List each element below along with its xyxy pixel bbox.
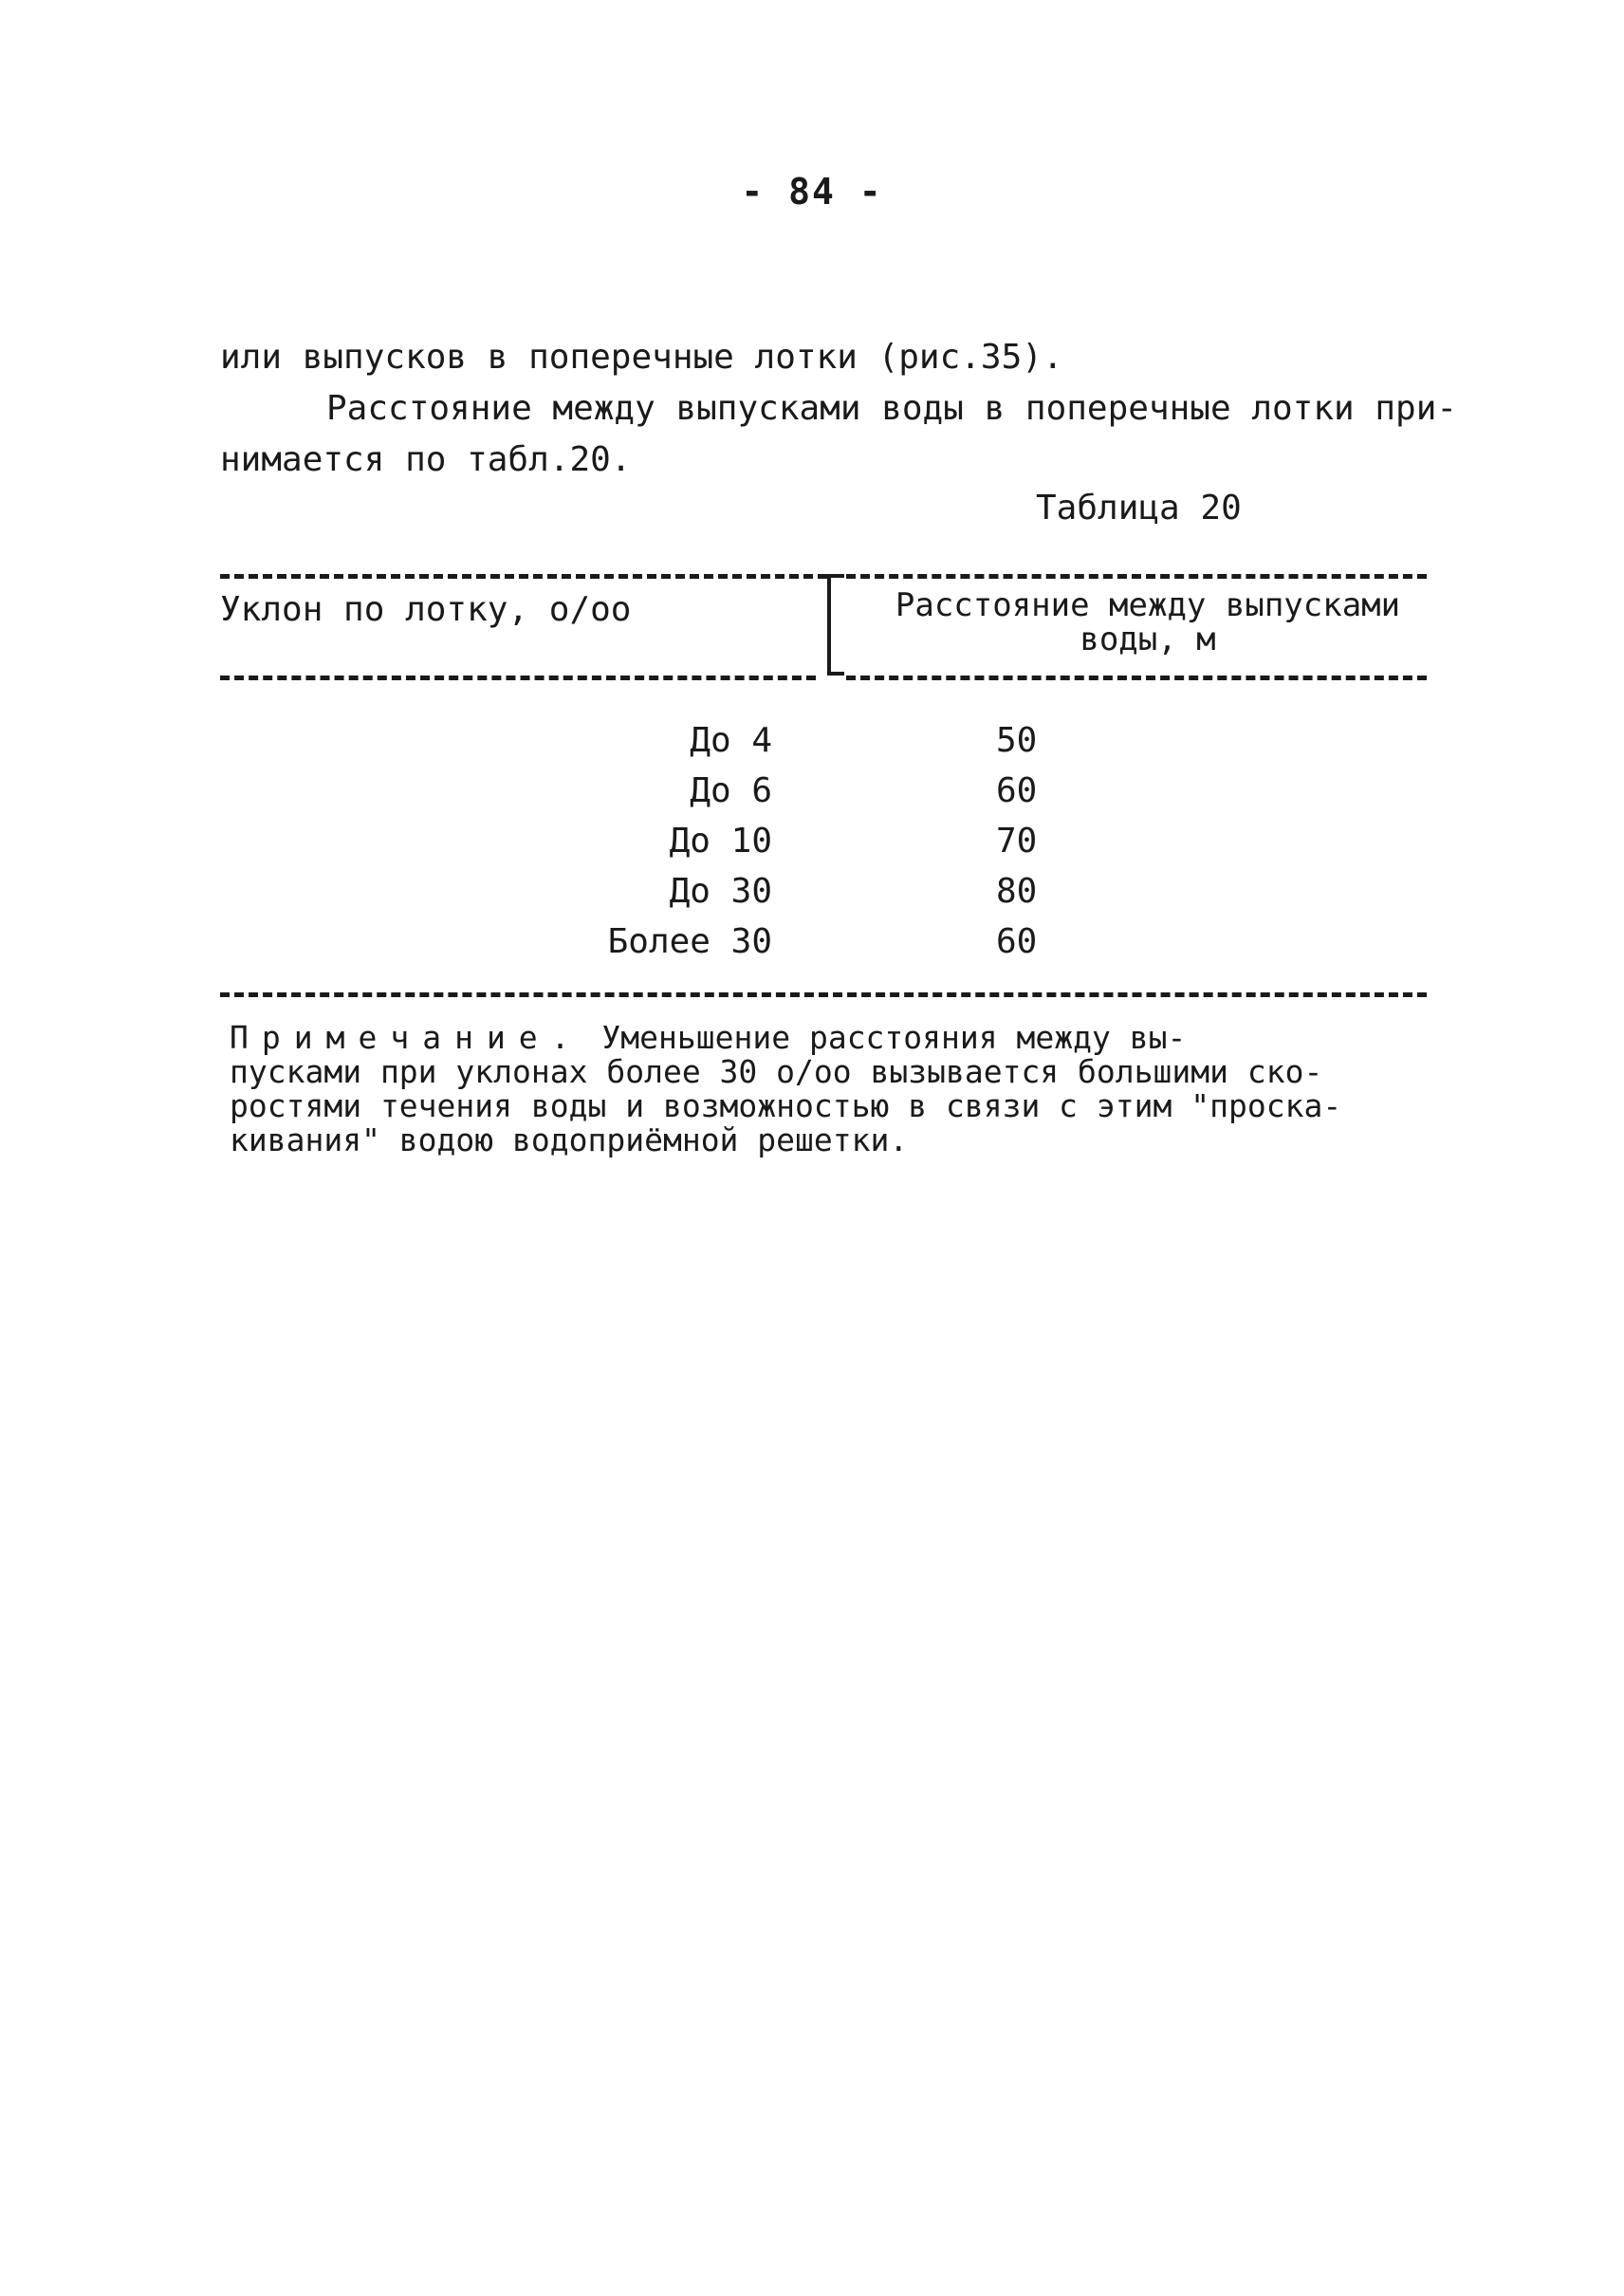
table-note xyxy=(230,1021,1434,1157)
distance-cell: 60 xyxy=(996,922,1038,961)
intro-line-3: нимается по табл.20. xyxy=(220,440,632,479)
column-header-slope: Уклон по лотку, о/оо xyxy=(220,590,632,629)
table-body xyxy=(220,721,1427,972)
slope-cell: Более 30 xyxy=(607,922,772,961)
table-header-rule-right xyxy=(846,676,1427,680)
note-line-4: кивания" водою водоприёмной решетки. xyxy=(230,1121,909,1158)
intro-line-2: Расстояние между выпусками воды в поперечные лотки при- xyxy=(326,389,1458,428)
table-row xyxy=(220,721,1427,771)
table-row xyxy=(220,822,1427,872)
slope-cell: До 30 xyxy=(669,872,772,911)
table-top-rule-left xyxy=(220,574,827,579)
note-text-1: Уменьшение расстояния между вы- xyxy=(582,1019,1187,1056)
slope-cell: До 4 xyxy=(690,721,772,760)
column-header-distance-line-1: Расстояние между выпусками xyxy=(895,586,1401,624)
slope-cell: До 10 xyxy=(669,822,772,861)
note-line-1 xyxy=(230,1021,1434,1055)
note-line-2: пусками при уклонах более 30 о/оо вызывается большими ско- xyxy=(230,1053,1323,1090)
distance-cell: 60 xyxy=(996,771,1038,810)
column-header-distance-line-2: воды, м xyxy=(1080,620,1216,658)
distance-cell: 70 xyxy=(996,822,1038,861)
distance-cell: 50 xyxy=(996,721,1038,760)
table-top-rule-right xyxy=(846,574,1427,579)
distance-cell: 80 xyxy=(996,872,1038,911)
page-number: - 84 - xyxy=(741,171,883,213)
table-header-rule-left xyxy=(220,676,816,680)
column-header-distance xyxy=(854,588,1442,657)
table-row xyxy=(220,922,1427,972)
table-row xyxy=(220,771,1427,822)
table-row xyxy=(220,872,1427,922)
column-divider xyxy=(827,574,844,676)
note-label: Примечание. xyxy=(230,1019,583,1056)
note-line-3: ростями течения воды и возможностью в связи с этим "проска- xyxy=(230,1087,1342,1124)
table-caption: Таблица 20 xyxy=(1036,489,1242,528)
table-bottom-rule xyxy=(220,992,1427,997)
slope-cell: До 6 xyxy=(690,771,772,810)
intro-line-1: или выпусков в поперечные лотки (рис.35). xyxy=(220,338,1063,377)
